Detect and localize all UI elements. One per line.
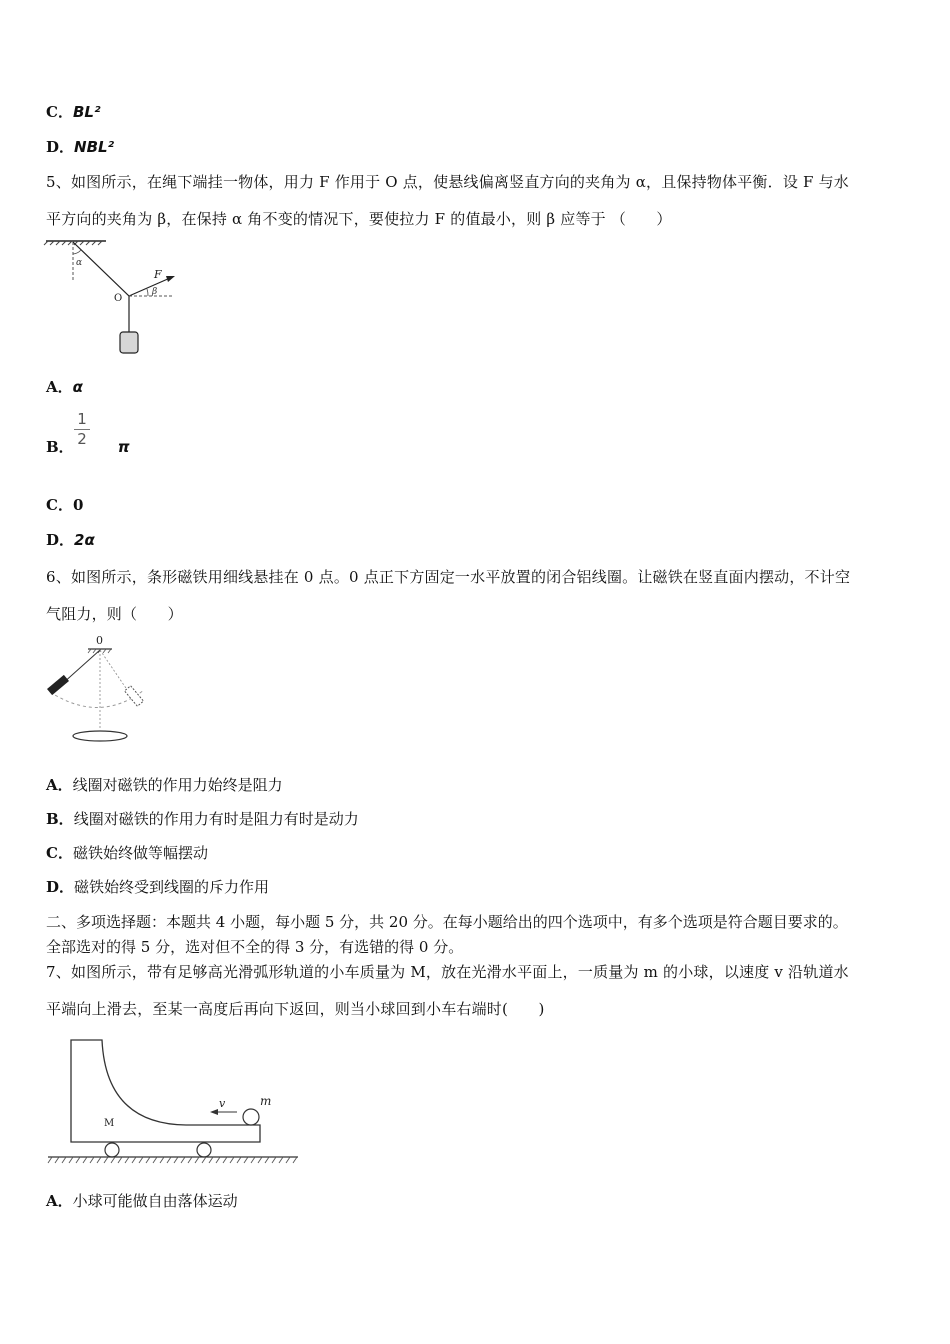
q7-stem-line2: 平端向上滑去，至某一高度后再向下返回，则当小球回到小车右端时( ): [46, 1000, 545, 1018]
pivot-o-label: 0: [96, 634, 103, 647]
wheel-left: [105, 1143, 119, 1157]
velocity-label: v: [219, 1097, 226, 1110]
section2-line1: 二、多项选择题：本题共 4 小题，每小题 5 分，共 20 分。在每小题给出的四个选项中，有多个选项是符合题目要求的。: [46, 913, 848, 931]
q6-stem-line1: 6、如图所示，条形磁铁用细线悬挂在 0 点。0 点正下方固定一水平放置的闭合铝线圈。让磁铁在竖直面内摆动，不计空: [46, 568, 851, 586]
q5-option-d: D．2α: [46, 531, 95, 549]
force-label: F: [154, 268, 162, 281]
q6-option-c: C．磁铁始终做等幅摆动: [46, 844, 208, 862]
bar-magnet: [47, 675, 69, 695]
wheel-right: [197, 1143, 211, 1157]
q6-figure: [44, 634, 154, 746]
magnet-dashed-position: [125, 686, 144, 706]
cart-body: [71, 1040, 260, 1142]
point-o-label: O: [114, 293, 123, 304]
ball-mass-label: m: [260, 1094, 272, 1108]
q7-stem-line1: 7、如图所示，带有足够高光滑弧形轨道的小车质量为 M，放在光滑水平面上，一质量为 m 的小球，以速度 v 沿轨道水: [46, 963, 849, 981]
q5-option-b: B． π: [46, 438, 130, 456]
q5-option-c: C．0: [46, 496, 84, 514]
section2-line2: 全部选对的得 5 分，选对但不全的得 3 分，有选错的得 0 分。: [46, 938, 464, 956]
q6-option-b: B．线圈对磁铁的作用力有时是阻力有时是动力: [46, 810, 359, 828]
q7-figure: [46, 1036, 302, 1166]
q4-option-d: D．NBL²: [46, 138, 115, 156]
hanging-block: [120, 332, 138, 353]
q5-stem-line1: 5、如图所示，在绳下端挂一物体，用力 F 作用于 O 点，使悬线偏离竖直方向的夹角为 α，且保持物体平衡．设 F 与水: [46, 173, 849, 191]
q6-stem-line2: 气阻力，则（ ）: [46, 605, 183, 623]
ball: [243, 1109, 259, 1125]
q5-figure: [44, 238, 184, 358]
cart-mass-label: M: [104, 1118, 115, 1129]
aluminum-coil: [73, 731, 127, 741]
alpha-label: α: [76, 258, 83, 268]
q7-option-a: A．小球可能做自由落体运动: [46, 1192, 238, 1210]
q6-option-d: D．磁铁始终受到线圈的斥力作用: [46, 878, 270, 896]
q5-stem-line2: 平方向的夹角为 β，在保持 α 角不变的情况下，要使拉力 F 的值最小，则 β 应等于 （ ）: [46, 210, 672, 228]
fraction-one-half: $\frac{1}{2}$: [74, 410, 90, 448]
q4-option-c: C．BL²: [46, 103, 101, 121]
q5-option-a: A．α: [46, 378, 83, 396]
beta-label: β: [152, 287, 158, 297]
q6-option-a: A．线圈对磁铁的作用力始终是阻力: [46, 776, 283, 794]
